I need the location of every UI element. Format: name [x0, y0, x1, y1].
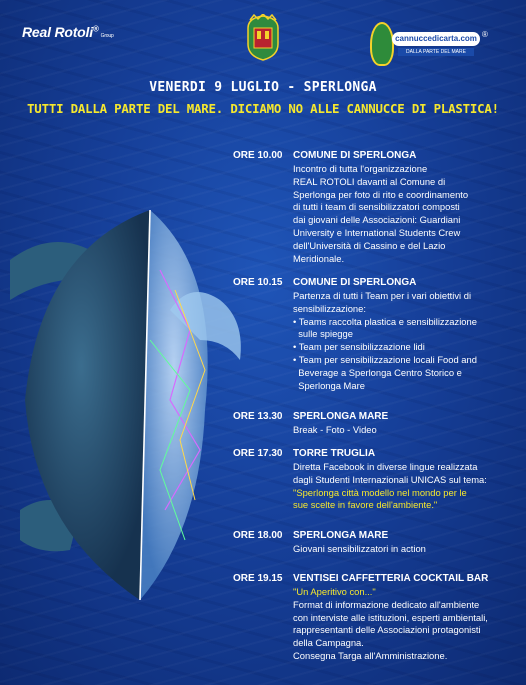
- cannucce-di-carta-logo: [366, 12, 494, 66]
- description-line: Incontro di tutta l'organizzazione: [293, 163, 428, 174]
- quote-line: "Un Aperitivo con...": [293, 586, 376, 597]
- description-line: Format di informazione dedicato all'ambiente: [293, 598, 480, 610]
- brand-left-mark: ®: [92, 24, 99, 34]
- description-line: • Team per sensibilizzazione lidi: [293, 341, 425, 353]
- event-slogan: TUTTI DALLA PARTE DEL MARE. DICIAMO NO ALLE CANNUCCE DI PLASTICA!: [27, 101, 499, 116]
- description-line: dagli Studenti Internazionali UNICAS sul tema:: [293, 473, 487, 485]
- event-description: [293, 461, 523, 512]
- event-description: [293, 543, 523, 556]
- event-place: SPERLONGA MARE: [293, 411, 389, 422]
- event-description: [293, 424, 523, 437]
- brand-right-sub: DALLA PARTE DEL MARE: [398, 48, 474, 56]
- event-time: ORE 18.00: [233, 530, 283, 541]
- description-line: rappresentanti delle Associazioni protagonisti: [293, 624, 481, 636]
- description-line: REAL ROTOLI davanti al Comune di: [293, 175, 446, 187]
- event-time: ORE 13.30: [233, 411, 283, 422]
- description-line: della Campagna.: [293, 637, 364, 649]
- event-description: [293, 290, 523, 392]
- quote-line: "Sperlonga città modello nel mondo per le: [293, 486, 467, 498]
- description-line: • Teams raccolta plastica e sensibilizzazione: [293, 315, 477, 327]
- event-time: ORE 10.00: [233, 150, 283, 161]
- brand-left-sub: Group: [100, 33, 114, 39]
- description-line: • Team per sensibilizzazione locali Food and: [293, 353, 477, 365]
- event-place: COMUNE DI SPERLONGA: [293, 150, 417, 161]
- description-line: con interviste alle istituzioni, esperti ambientali,: [293, 611, 488, 623]
- turtle-mascot-icon: [370, 22, 394, 66]
- municipal-crest-icon: [244, 14, 282, 62]
- event-place: COMUNE DI SPERLONGA: [293, 277, 417, 288]
- description-line: University e International Students Crew: [293, 226, 461, 238]
- description-line: di tutti i team di sensibilizzatori composti: [293, 201, 460, 213]
- event-time: ORE 19.15: [233, 573, 283, 584]
- description-line: Consegna Targa all'Amministrazione.: [293, 649, 448, 661]
- event-place: TORRE TRUGLIA: [293, 448, 376, 459]
- description-line: Sperlonga per foto di rito e coordinamento: [293, 188, 469, 200]
- description-line: Giovani sensibilizzatori in action: [293, 543, 426, 554]
- event-place: VENTISEI CAFFETTERIA COCKTAIL BAR: [293, 573, 489, 584]
- quote-line: sue scelte in favore dell'ambiente.": [293, 499, 438, 511]
- event-time: ORE 17.30: [233, 448, 283, 459]
- brand-left-name: Real Rotoli: [22, 24, 93, 40]
- description-line: sensibilizzazione:: [293, 302, 366, 314]
- description-line: dai giovani delle Associazioni: Guardiani: [293, 214, 461, 226]
- brand-right-mark: ®: [482, 30, 488, 39]
- brand-right-name: cannuccedicarta.com: [392, 32, 480, 46]
- description-line: Diretta Facebook in diverse lingue realizzata: [293, 461, 478, 472]
- event-date-place: VENERDI 9 LUGLIO - SPERLONGA: [149, 80, 377, 95]
- description-line: dell'Università di Cassino e del Lazio: [293, 239, 446, 251]
- event-time: ORE 10.15: [233, 277, 283, 288]
- description-line: sulle spiegge: [293, 328, 353, 340]
- description-line: Partenza di tutti i Team per i vari obiettivi di: [293, 290, 472, 301]
- description-line: Meridionale.: [293, 252, 345, 264]
- event-description: [293, 586, 523, 663]
- event-place: SPERLONGA MARE: [293, 530, 389, 541]
- real-rotoli-logo: [22, 24, 114, 40]
- turtle-illustration: [0, 190, 250, 620]
- description-line: Break - Foto - Video: [293, 424, 377, 435]
- description-line: Beverage a Sperlonga Centro Storico e: [293, 366, 462, 378]
- event-description: [293, 163, 523, 265]
- description-line: Sperlonga Mare: [293, 379, 365, 391]
